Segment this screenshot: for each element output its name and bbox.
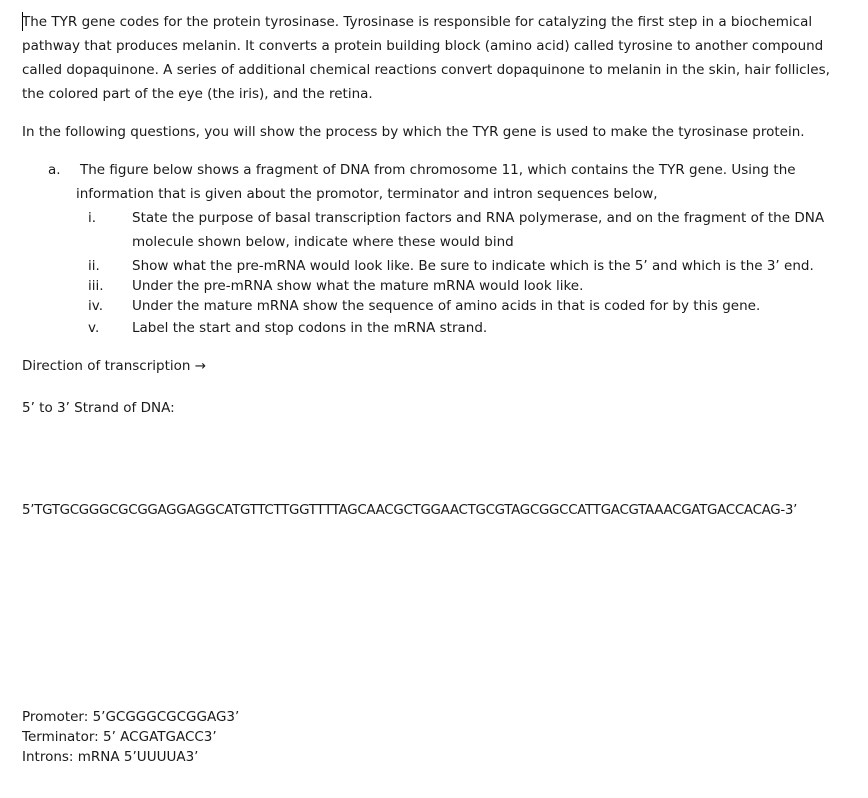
question-a-line-2: information that is given about the promotor, terminator and intron sequences below, <box>76 186 658 202</box>
intron-sequence: Introns: mRNA 5’UUUUA3’ <box>22 749 199 765</box>
subquestion-text: Show what the pre-mRNA would look like. Be sure to indicate which is the 5’ and which is the 3’ end. <box>132 258 814 274</box>
question-a-text <box>76 158 838 206</box>
question-a <box>48 158 838 206</box>
subquestion-number: v. <box>88 320 100 336</box>
subquestion-number: iv. <box>88 298 103 314</box>
promoter-sequence: Promoter: 5’GCGGGCGCGGAG3’ <box>22 709 240 725</box>
subquestion-text: Under the mature mRNA show the sequence of amino acids in that is coded for by this gene. <box>132 298 761 314</box>
subquestion-text: Under the pre-mRNA show what the mature mRNA would look like. <box>132 278 584 294</box>
subquestion-text: State the purpose of basal transcription factors and RNA polymerase, and on the fragment of the DNA molecule shown below, indicate where these would bind <box>132 210 825 250</box>
subquestion-number: iii. <box>88 278 104 294</box>
terminator-sequence: Terminator: 5’ ACGATGACC3’ <box>22 729 217 745</box>
subquestion-text: Label the start and stop codons in the mRNA strand. <box>132 320 488 336</box>
instructions-paragraph: In the following questions, you will show the process by which the TYR gene is used to make the tyrosinase protein. <box>22 124 805 140</box>
question-a-marker: a. <box>48 162 61 178</box>
question-a-line-1: The figure below shows a fragment of DNA from chromosome 11, which contains the TYR gene. Using the <box>80 162 796 178</box>
intro-paragraph: The TYR gene codes for the protein tyrosinase. Tyrosinase is responsible for catalyzing the first step in a biochemical pathway that produces melanin. It converts a protein building block (amino acid) called tyrosine to another compound called dopaquinone. A series of additional chemical reactions convert dopaquinone to melanin in the skin, hair follicles, the colored part of the eye (the iris), and the retina. <box>22 14 830 102</box>
subquestion-number: i. <box>88 210 97 226</box>
direction-of-transcription: Direction of transcription → <box>22 358 207 374</box>
subquestion-number: ii. <box>88 258 100 274</box>
dna-sequence: 5’TGTGCGGGCGCGGAGGAGGCATGTTCTTGGTTTTAGCAACGCTGGAACTGCGTAGCGGCCATTGACGTAAACGATGACCACAG-3’ <box>22 503 798 518</box>
dna-strand-label: 5’ to 3’ Strand of DNA: <box>22 400 175 416</box>
